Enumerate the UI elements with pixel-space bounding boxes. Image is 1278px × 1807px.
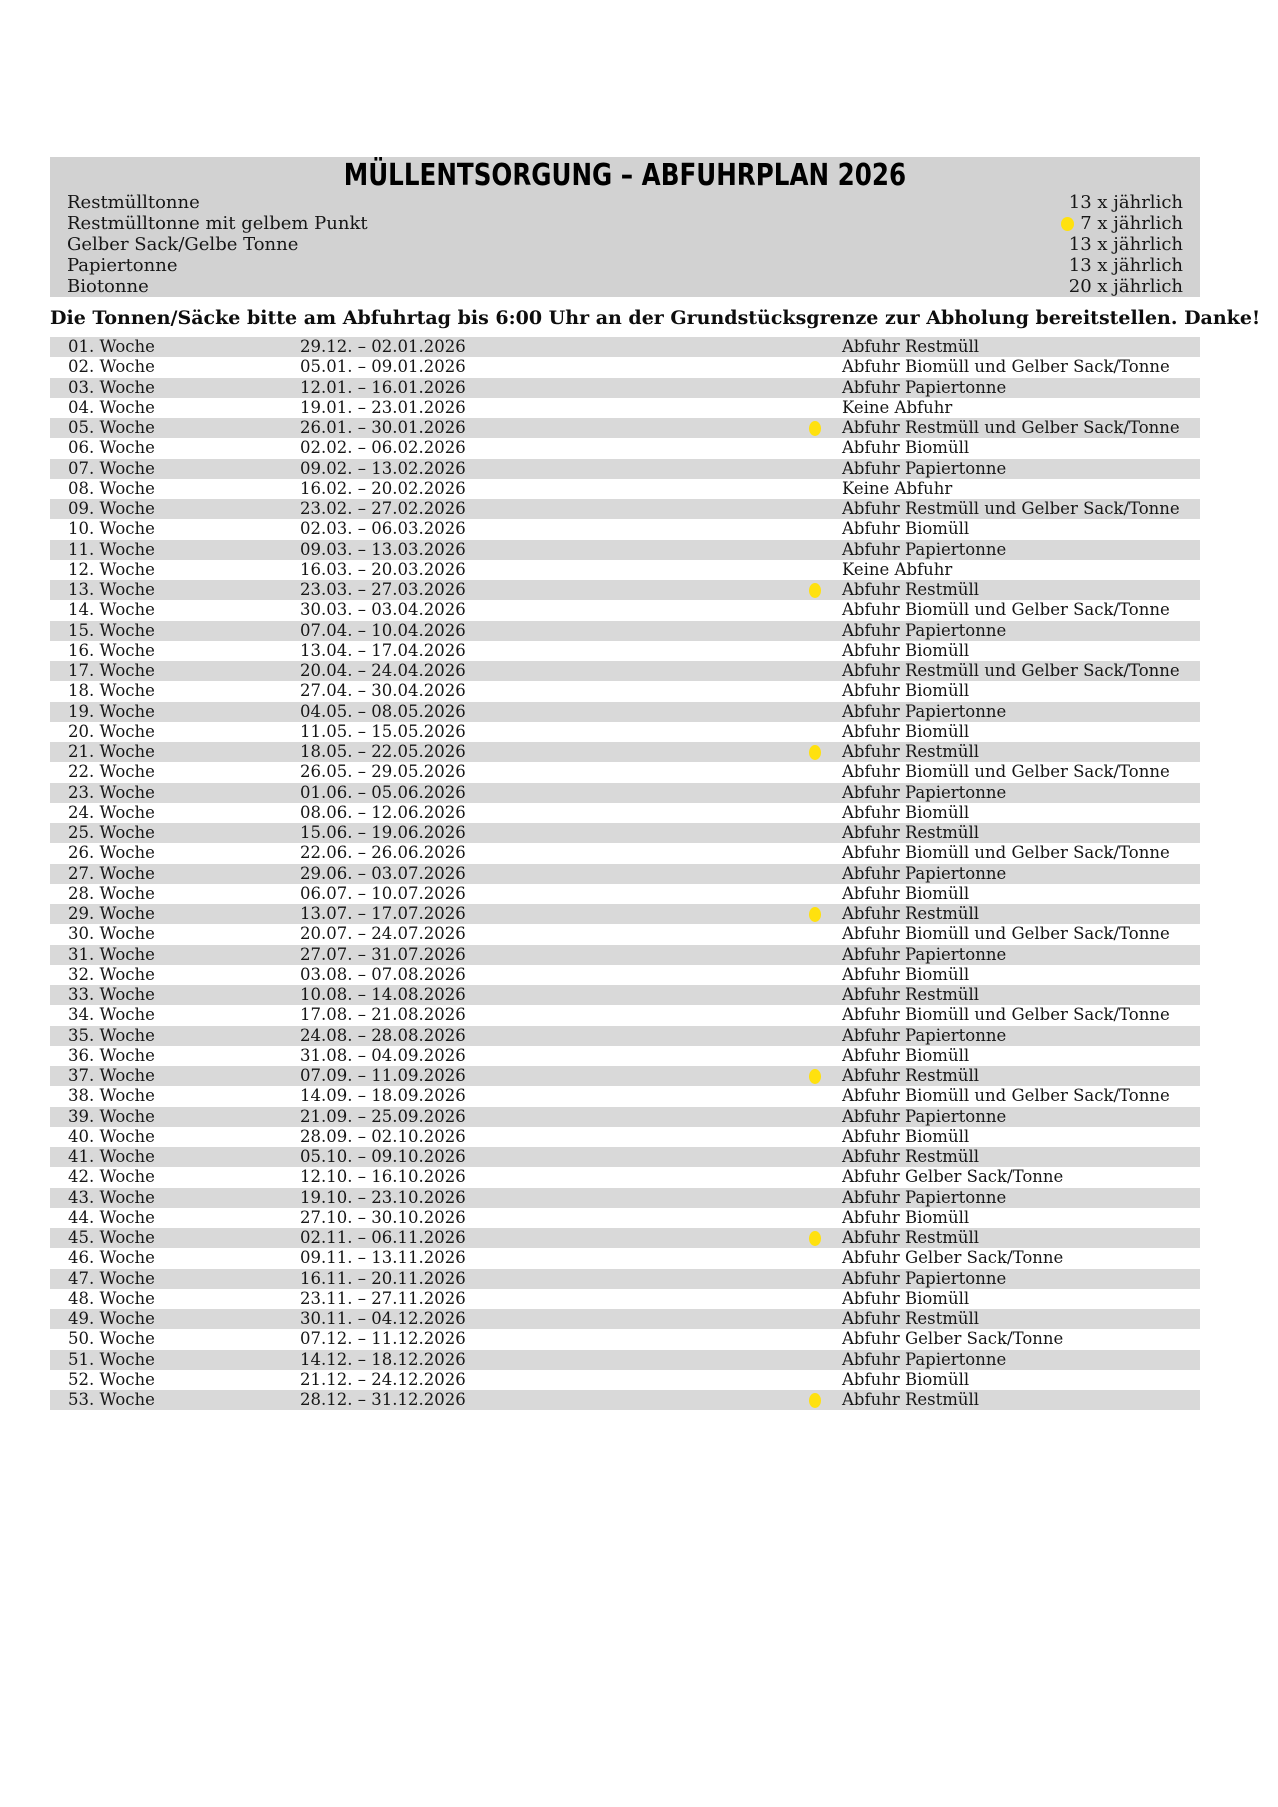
week-label: 23. Woche	[68, 782, 155, 802]
collection-label: Abfuhr Biomüll	[842, 681, 970, 701]
table-row	[50, 1127, 1200, 1147]
collection-label: Abfuhr Biomüll und Gelber Sack/Tonne	[842, 924, 1170, 944]
date-range: 13.07. – 17.07.2026	[300, 904, 466, 923]
date-range: 02.11. – 06.11.2026	[300, 1228, 466, 1247]
date-range: 07.12. – 11.12.2026	[300, 1329, 466, 1349]
table-row	[50, 580, 1200, 600]
date-range: 03.08. – 07.08.2026	[300, 964, 466, 984]
date-range: 13.04. – 17.04.2026	[300, 640, 466, 660]
date-range: 23.02. – 27.02.2026	[300, 499, 466, 518]
date-range: 23.03. – 27.03.2026	[300, 580, 466, 599]
date-range: 27.10. – 30.10.2026	[300, 1207, 466, 1227]
table-row	[50, 1107, 1200, 1127]
table-row	[50, 1350, 1200, 1370]
collection-label: Abfuhr Biomüll	[842, 1126, 970, 1146]
collection-label: Abfuhr Biomüll	[842, 640, 970, 660]
collection-label: Abfuhr Biomüll	[842, 1369, 970, 1389]
table-row	[50, 499, 1200, 519]
collection-label: Abfuhr Restmüll und Gelber Sack/Tonne	[842, 499, 1180, 518]
week-label: 42. Woche	[68, 1167, 155, 1187]
legend-frequency	[1061, 213, 1183, 234]
yellow-dot-icon	[809, 907, 821, 922]
date-range: 05.01. – 09.01.2026	[300, 357, 466, 377]
date-range: 14.12. – 18.12.2026	[300, 1349, 466, 1369]
collection-label: Abfuhr Biomüll	[842, 1045, 970, 1065]
date-range: 29.06. – 03.07.2026	[300, 863, 466, 883]
page-title	[50, 158, 1200, 193]
date-range: 26.05. – 29.05.2026	[300, 762, 466, 782]
date-range: 10.08. – 14.08.2026	[300, 985, 466, 1004]
week-label: 12. Woche	[68, 559, 155, 579]
legend-label: Restmülltonne	[67, 192, 200, 213]
collection-label: Abfuhr Biomüll und Gelber Sack/Tonne	[842, 600, 1170, 620]
week-label: 40. Woche	[68, 1126, 155, 1146]
legend-frequency-text: 20 x jährlich	[1068, 276, 1183, 297]
date-range: 16.03. – 20.03.2026	[300, 559, 466, 579]
week-label: 37. Woche	[68, 1066, 155, 1085]
date-range: 29.12. – 02.01.2026	[300, 337, 466, 356]
legend-item	[67, 192, 1183, 213]
week-label: 31. Woche	[68, 944, 155, 964]
collection-label: Abfuhr Restmüll	[842, 1066, 980, 1085]
legend-frequency	[1069, 276, 1183, 297]
table-row	[50, 1269, 1200, 1289]
week-label: 26. Woche	[68, 843, 155, 863]
header	[50, 157, 1200, 297]
collection-label: Abfuhr Papiertonne	[842, 1268, 1007, 1288]
week-label: 51. Woche	[68, 1349, 155, 1369]
yellow-dot-icon	[809, 1393, 821, 1408]
collection-label: Abfuhr Biomüll und Gelber Sack/Tonne	[842, 1005, 1170, 1025]
week-label: 14. Woche	[68, 600, 155, 620]
collection-label: Abfuhr Papiertonne	[842, 1349, 1007, 1369]
date-range: 05.10. – 09.10.2026	[300, 1147, 466, 1166]
table-row	[50, 378, 1200, 398]
date-range: 14.09. – 18.09.2026	[300, 1086, 466, 1106]
date-range: 21.12. – 24.12.2026	[300, 1369, 466, 1389]
collection-label: Abfuhr Restmüll	[842, 580, 980, 599]
week-label: 36. Woche	[68, 1045, 155, 1065]
date-range: 30.03. – 03.04.2026	[300, 600, 466, 620]
table-row	[50, 702, 1200, 722]
week-label: 22. Woche	[68, 762, 155, 782]
legend-item	[67, 234, 1183, 255]
legend-label: Restmülltonne mit gelbem Punkt	[67, 213, 368, 234]
legend-frequency-text: 13 x jährlich	[1068, 234, 1183, 255]
week-label: 53. Woche	[68, 1390, 155, 1409]
date-range: 02.02. – 06.02.2026	[300, 438, 466, 458]
date-range: 22.06. – 26.06.2026	[300, 843, 466, 863]
collection-label: Keine Abfuhr	[842, 397, 953, 417]
table-row	[50, 438, 1200, 458]
week-label: 30. Woche	[68, 924, 155, 944]
table-row	[50, 1005, 1200, 1025]
week-label: 35. Woche	[68, 1025, 155, 1045]
table-row	[50, 762, 1200, 782]
collection-label: Abfuhr Restmüll	[842, 1390, 980, 1409]
week-label: 13. Woche	[68, 580, 155, 599]
date-range: 20.04. – 24.04.2026	[300, 661, 466, 680]
week-label: 45. Woche	[68, 1228, 155, 1247]
collection-label: Abfuhr Restmüll	[842, 1309, 980, 1328]
collection-label: Abfuhr Biomüll und Gelber Sack/Tonne	[842, 843, 1170, 863]
table-row	[50, 1289, 1200, 1309]
collection-label: Abfuhr Biomüll	[842, 519, 970, 539]
date-range: 18.05. – 22.05.2026	[300, 742, 466, 761]
date-range: 19.10. – 23.10.2026	[300, 1187, 466, 1207]
table-row	[50, 904, 1200, 924]
date-range: 07.04. – 10.04.2026	[300, 620, 466, 640]
date-range: 15.06. – 19.06.2026	[300, 823, 466, 842]
collection-label: Abfuhr Biomüll	[842, 721, 970, 741]
date-range: 27.07. – 31.07.2026	[300, 944, 466, 964]
legend-frequency	[1069, 255, 1183, 276]
table-row	[50, 823, 1200, 843]
table-row	[50, 1208, 1200, 1228]
table-row	[50, 337, 1200, 357]
date-range: 09.02. – 13.02.2026	[300, 458, 466, 478]
week-label: 34. Woche	[68, 1005, 155, 1025]
table-row	[50, 722, 1200, 742]
table-row	[50, 1167, 1200, 1187]
table-row	[50, 600, 1200, 620]
legend-frequency-text: 7 x jährlich	[1080, 213, 1183, 234]
legend-item	[67, 255, 1183, 276]
schedule-table	[50, 337, 1200, 1410]
table-row	[50, 1248, 1200, 1268]
legend-item	[67, 213, 1183, 234]
table-row	[50, 864, 1200, 884]
page-title-text: MÜLLENTSORGUNG – ABFUHRPLAN 2026	[343, 158, 907, 193]
week-label: 09. Woche	[68, 499, 155, 518]
date-range: 30.11. – 04.12.2026	[300, 1309, 466, 1328]
week-label: 19. Woche	[68, 701, 155, 721]
date-range: 24.08. – 28.08.2026	[300, 1025, 466, 1045]
date-range: 08.06. – 12.06.2026	[300, 802, 466, 822]
legend-label: Biotonne	[67, 276, 149, 297]
date-range: 28.09. – 02.10.2026	[300, 1126, 466, 1146]
collection-label: Abfuhr Biomüll und Gelber Sack/Tonne	[842, 762, 1170, 782]
collection-label: Abfuhr Papiertonne	[842, 539, 1007, 559]
table-row	[50, 1329, 1200, 1349]
table-row	[50, 418, 1200, 438]
collection-label: Abfuhr Papiertonne	[842, 1187, 1007, 1207]
collection-label: Abfuhr Biomüll	[842, 802, 970, 822]
date-range: 31.08. – 04.09.2026	[300, 1045, 466, 1065]
collection-label: Abfuhr Papiertonne	[842, 863, 1007, 883]
collection-label: Abfuhr Papiertonne	[842, 1106, 1007, 1126]
legend-label: Gelber Sack/Gelbe Tonne	[67, 234, 299, 255]
collection-label: Abfuhr Restmüll	[842, 337, 980, 356]
table-row	[50, 621, 1200, 641]
date-range: 04.05. – 08.05.2026	[300, 701, 466, 721]
date-range: 21.09. – 25.09.2026	[300, 1106, 466, 1126]
week-label: 17. Woche	[68, 661, 155, 680]
collection-label: Abfuhr Biomüll	[842, 883, 970, 903]
table-row	[50, 540, 1200, 560]
week-label: 05. Woche	[68, 418, 155, 437]
collection-label: Abfuhr Papiertonne	[842, 620, 1007, 640]
collection-label: Abfuhr Biomüll	[842, 964, 970, 984]
date-range: 07.09. – 11.09.2026	[300, 1066, 466, 1085]
week-label: 03. Woche	[68, 377, 155, 397]
week-label: 48. Woche	[68, 1288, 155, 1308]
legend-frequency-text: 13 x jährlich	[1068, 192, 1183, 213]
date-range: 20.07. – 24.07.2026	[300, 924, 466, 944]
week-label: 32. Woche	[68, 964, 155, 984]
week-label: 18. Woche	[68, 681, 155, 701]
date-range: 09.03. – 13.03.2026	[300, 539, 466, 559]
week-label: 08. Woche	[68, 478, 155, 498]
table-row	[50, 459, 1200, 479]
week-label: 25. Woche	[68, 823, 155, 842]
date-range: 12.01. – 16.01.2026	[300, 377, 466, 397]
date-range: 11.05. – 15.05.2026	[300, 721, 466, 741]
week-label: 28. Woche	[68, 883, 155, 903]
collection-label: Abfuhr Papiertonne	[842, 1025, 1007, 1045]
table-row	[50, 519, 1200, 539]
date-range: 02.03. – 06.03.2026	[300, 519, 466, 539]
collection-label: Abfuhr Papiertonne	[842, 944, 1007, 964]
week-label: 29. Woche	[68, 904, 155, 923]
collection-label: Abfuhr Biomüll	[842, 1207, 970, 1227]
yellow-dot-icon	[1061, 217, 1074, 231]
table-row	[50, 641, 1200, 661]
week-label: 06. Woche	[68, 438, 155, 458]
date-range: 16.02. – 20.02.2026	[300, 478, 466, 498]
table-row	[50, 945, 1200, 965]
legend-label: Papiertonne	[67, 255, 178, 276]
collection-label: Abfuhr Gelber Sack/Tonne	[842, 1167, 1064, 1187]
week-label: 47. Woche	[68, 1268, 155, 1288]
table-row	[50, 884, 1200, 904]
collection-label: Abfuhr Restmüll	[842, 823, 980, 842]
date-range: 12.10. – 16.10.2026	[300, 1167, 466, 1187]
collection-label: Abfuhr Biomüll und Gelber Sack/Tonne	[842, 1086, 1170, 1106]
collection-label: Keine Abfuhr	[842, 559, 953, 579]
yellow-dot-icon	[809, 1069, 821, 1084]
table-row	[50, 1147, 1200, 1167]
date-range: 16.11. – 20.11.2026	[300, 1268, 466, 1288]
collection-label: Abfuhr Restmüll und Gelber Sack/Tonne	[842, 661, 1180, 680]
table-row	[50, 1370, 1200, 1390]
table-row	[50, 1026, 1200, 1046]
legend-frequency	[1069, 192, 1183, 213]
yellow-dot-icon	[809, 1231, 821, 1246]
table-row	[50, 843, 1200, 863]
legend-item	[67, 276, 1183, 297]
date-range: 23.11. – 27.11.2026	[300, 1288, 466, 1308]
week-label: 52. Woche	[68, 1369, 155, 1389]
collection-label: Abfuhr Biomüll	[842, 1288, 970, 1308]
collection-label: Abfuhr Biomüll und Gelber Sack/Tonne	[842, 357, 1170, 377]
date-range: 01.06. – 05.06.2026	[300, 782, 466, 802]
week-label: 46. Woche	[68, 1248, 155, 1268]
week-label: 49. Woche	[68, 1309, 155, 1328]
table-row	[50, 1309, 1200, 1329]
table-row	[50, 803, 1200, 823]
yellow-dot-icon	[809, 421, 821, 436]
collection-label: Abfuhr Restmüll	[842, 1147, 980, 1166]
yellow-dot-icon	[809, 745, 821, 760]
legend	[50, 191, 1200, 297]
week-label: 16. Woche	[68, 640, 155, 660]
week-label: 41. Woche	[68, 1147, 155, 1166]
date-range: 27.04. – 30.04.2026	[300, 681, 466, 701]
collection-label: Abfuhr Biomüll	[842, 438, 970, 458]
date-range: 17.08. – 21.08.2026	[300, 1005, 466, 1025]
table-row	[50, 357, 1200, 377]
yellow-dot-icon	[809, 583, 821, 598]
week-label: 02. Woche	[68, 357, 155, 377]
week-label: 44. Woche	[68, 1207, 155, 1227]
collection-label: Abfuhr Gelber Sack/Tonne	[842, 1329, 1064, 1349]
table-row	[50, 985, 1200, 1005]
table-row	[50, 1086, 1200, 1106]
table-row	[50, 398, 1200, 418]
table-row	[50, 742, 1200, 762]
table-row	[50, 965, 1200, 985]
collection-label: Abfuhr Restmüll und Gelber Sack/Tonne	[842, 418, 1180, 437]
week-label: 11. Woche	[68, 539, 155, 559]
legend-frequency-text: 13 x jährlich	[1068, 255, 1183, 276]
week-label: 15. Woche	[68, 620, 155, 640]
collection-label: Abfuhr Restmüll	[842, 1228, 980, 1247]
week-label: 33. Woche	[68, 985, 155, 1004]
legend-frequency	[1069, 234, 1183, 255]
collection-label: Abfuhr Papiertonne	[842, 377, 1007, 397]
collection-label: Abfuhr Gelber Sack/Tonne	[842, 1248, 1064, 1268]
table-row	[50, 924, 1200, 944]
week-label: 20. Woche	[68, 721, 155, 741]
week-label: 10. Woche	[68, 519, 155, 539]
week-label: 24. Woche	[68, 802, 155, 822]
collection-label: Abfuhr Restmüll	[842, 904, 980, 923]
collection-label: Keine Abfuhr	[842, 478, 953, 498]
date-range: 09.11. – 13.11.2026	[300, 1248, 466, 1268]
table-row	[50, 783, 1200, 803]
notice-text: Die Tonnen/Säcke bitte am Abfuhrtag bis 6:00 Uhr an der Grundstücksgrenze zur Abholung bereitstellen. Danke!	[50, 307, 1261, 329]
table-row	[50, 1066, 1200, 1086]
collection-label: Abfuhr Restmüll	[842, 985, 980, 1004]
collection-label: Abfuhr Papiertonne	[842, 701, 1007, 721]
table-row	[50, 661, 1200, 681]
date-range: 28.12. – 31.12.2026	[300, 1390, 466, 1409]
table-row	[50, 560, 1200, 580]
table-row	[50, 1188, 1200, 1208]
week-label: 04. Woche	[68, 397, 155, 417]
date-range: 19.01. – 23.01.2026	[300, 397, 466, 417]
table-row	[50, 1390, 1200, 1410]
week-label: 39. Woche	[68, 1106, 155, 1126]
week-label: 07. Woche	[68, 458, 155, 478]
collection-label: Abfuhr Restmüll	[842, 742, 980, 761]
collection-label: Abfuhr Papiertonne	[842, 782, 1007, 802]
week-label: 21. Woche	[68, 742, 155, 761]
table-row	[50, 1228, 1200, 1248]
week-label: 43. Woche	[68, 1187, 155, 1207]
week-label: 38. Woche	[68, 1086, 155, 1106]
date-range: 06.07. – 10.07.2026	[300, 883, 466, 903]
table-row	[50, 479, 1200, 499]
table-row	[50, 681, 1200, 701]
collection-label: Abfuhr Papiertonne	[842, 458, 1007, 478]
table-row	[50, 1046, 1200, 1066]
date-range: 26.01. – 30.01.2026	[300, 418, 466, 437]
week-label: 27. Woche	[68, 863, 155, 883]
week-label: 50. Woche	[68, 1329, 155, 1349]
week-label: 01. Woche	[68, 337, 155, 356]
